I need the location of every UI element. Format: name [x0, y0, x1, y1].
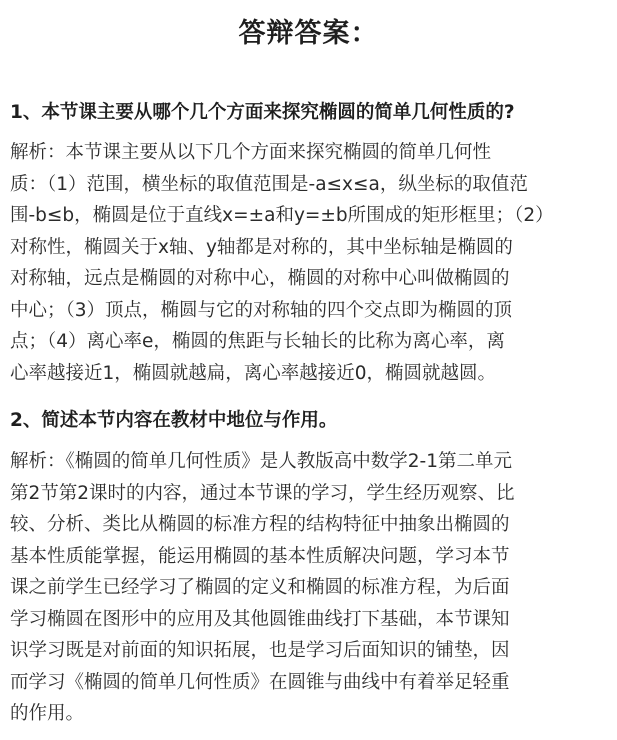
question-2: 2、简述本节内容在教材中地位与作用。 — [10, 410, 338, 431]
answer-1-line: 围-b≤b，椭圆是位于直线x=±a和y=±b所围成的矩形框里；（2） — [10, 205, 554, 226]
answer-2-line: 基本性质能掌握，能运用椭圆的基本性质解决问题，学习本节 — [10, 545, 510, 567]
answer-1 — [10, 137, 608, 389]
answer-2-line: 第2节第2课时的内容，通过本节课的学习，学生经历观察、比 — [10, 482, 515, 504]
answer-2-line: 学习椭圆在图形中的应用及其他圆锥曲线打下基础，本节课知 — [10, 608, 510, 630]
answer-1-line: 对称轴，远点是椭圆的对称中心，椭圆的对称中心叫做椭圆的 — [10, 268, 510, 289]
answer-1-line: 对称性，椭圆关于x轴、y轴都是对称的，其中坐标轴是椭圆的 — [10, 236, 513, 258]
answer-1-line: 中心；（3）顶点，椭圆与它的对称轴的四个交点即为椭圆的顶 — [10, 299, 513, 321]
answer-2-line: 课之前学生已经学习了椭圆的定义和椭圆的标准方程，为后面 — [10, 577, 510, 598]
answer-2-line: 的作用。 — [10, 703, 85, 724]
page-title: 答辩答案： — [238, 18, 379, 49]
answer-1-line: 质：（1）范围，横坐标的取值范围是-a≤x≤a，纵坐标的取值范 — [10, 173, 528, 195]
answer-2-line: 识学习既是对前面的知识拓展，也是学习后面知识的铺垫，因 — [10, 640, 510, 661]
answer-1-line: 解析：本节课主要从以下几个方面来探究椭圆的简单几何性 — [10, 142, 492, 163]
answer-1-line: 心率越接近1，椭圆就越扁，离心率越接近0，椭圆就越圆。 — [10, 362, 497, 384]
answer-2-line: 解析：《椭圆的简单几何性质》是人教版高中数学2-1第二单元 — [10, 451, 512, 472]
question-1: 1、本节课主要从哪个几个方面来探究椭圆的简单几何性质的? — [10, 102, 515, 123]
answer-2 — [10, 446, 608, 730]
answer-2-line: 而学习《椭圆的简单几何性质》在圆锥与曲线中有着举足轻重 — [10, 671, 510, 693]
answer-2-line: 较、分析、类比从椭圆的标准方程的结构特征中抽象出椭圆的 — [10, 514, 510, 535]
answer-1-line: 点；（4）离心率e，椭圆的焦距与长轴长的比称为离心率，离 — [10, 331, 505, 352]
